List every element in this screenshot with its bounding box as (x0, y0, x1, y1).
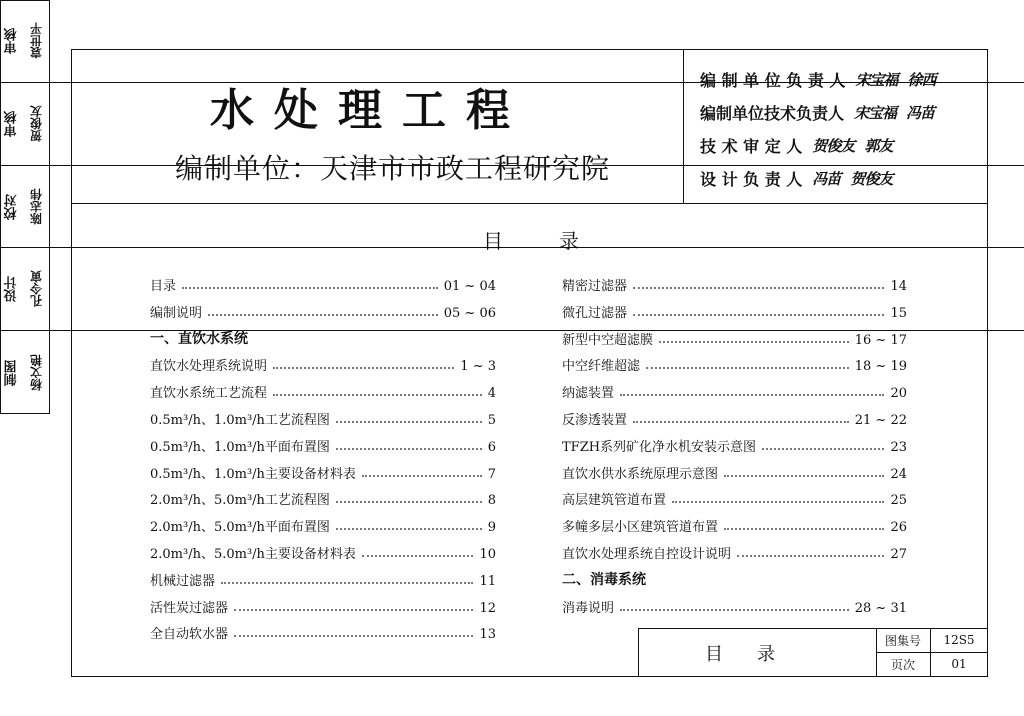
signature: 郭友 (864, 136, 893, 155)
toc-entry (562, 270, 907, 294)
toc-entry (150, 297, 496, 321)
toc-entry-label: 多幢多层小区建筑管道布置 (562, 520, 719, 536)
page-title: 水处理工程 (210, 85, 530, 136)
toc-entry-page: 14 (890, 279, 907, 294)
approval-name: 陈志伟 (29, 188, 44, 225)
toc-entry-page: 27 (890, 547, 907, 562)
toc-entry (562, 377, 907, 401)
toc-leader-dots (336, 501, 482, 503)
toc-entry (150, 592, 496, 616)
toc-leader-dots (633, 287, 884, 289)
toc-entry (150, 511, 496, 535)
approval-name: 孔令寅 (29, 271, 44, 308)
toc-entry-label: 0.5m³/h、1.0m³/h主要设备材料表 (150, 466, 356, 482)
toc-leader-dots (208, 314, 438, 316)
toc-leader-dots (336, 448, 482, 450)
toc-entry-page: 16 ~ 17 (854, 332, 907, 348)
toc-entry-page: 18 ~ 19 (854, 359, 907, 375)
toc-entry-label: 一、直饮水系统 (150, 330, 248, 347)
toc-entry-page: 12 (479, 600, 496, 616)
toc-entry-label: 直饮水处理系统说明 (150, 359, 268, 375)
toc-leader-dots (336, 421, 482, 423)
toc-entry-label: 编制说明 (150, 305, 203, 321)
toc-leader-dots (633, 314, 884, 316)
toc-entry (562, 458, 907, 482)
toc-entry (150, 350, 496, 374)
toc-entry-label: 直饮水供水系统原理示意图 (562, 466, 719, 482)
toc-entry-label: 精密过滤器 (562, 279, 628, 294)
toc-leader-dots (672, 501, 884, 503)
header-vertical-divider (683, 49, 684, 203)
toc-entry-page: 6 (487, 439, 496, 455)
responsible-row (700, 130, 980, 160)
toc-entry (150, 458, 496, 482)
approval-name: 杨文艳 (29, 354, 44, 391)
toc-leader-dots (273, 367, 454, 369)
approval-role: 审核 (4, 27, 20, 54)
toc-leader-dots (234, 635, 473, 637)
responsible-role: 编制单位技术负责人 (700, 103, 845, 123)
toc-entry (150, 431, 496, 455)
toc-entry (562, 431, 907, 455)
toc-entry-label: 2.0m³/h、5.0m³/h平面布置图 (150, 520, 330, 536)
responsible-row (700, 64, 980, 94)
responsible-row (700, 163, 980, 193)
toc-entry (150, 538, 496, 562)
toc-entry (150, 404, 496, 428)
toc-entry-page: 5 (487, 413, 496, 428)
toc-entry-label: 直饮水系统工艺流程 (150, 386, 268, 402)
toc-entry-page: 20 (890, 386, 907, 402)
toc-entry (150, 484, 496, 508)
toc-entry-page: 8 (487, 493, 496, 509)
toc-section-heading (562, 565, 907, 589)
toc-entry-label: 2.0m³/h、5.0m³/h工艺流程图 (150, 493, 330, 509)
toc-leader-dots (724, 528, 884, 530)
atlas-number-value: 12S5 (943, 633, 975, 647)
responsible-role: 设 计 负 责 人 (700, 169, 803, 189)
signature: 贺俊友 (812, 136, 855, 155)
approval-role: 审核 (4, 110, 20, 137)
toc-entry (562, 324, 907, 348)
toc-entry-label: 纳滤装置 (562, 386, 615, 402)
page-number-label: 页次 (890, 657, 915, 672)
toc-leader-dots (737, 555, 884, 557)
approval-strip (0, 0, 50, 414)
toc-entry-page: 26 (890, 520, 907, 536)
toc-entry-page: 9 (487, 520, 496, 536)
toc-entry-page: 13 (479, 627, 496, 643)
toc-leader-dots (724, 475, 884, 477)
toc-entry-label: 直饮水处理系统自控设计说明 (562, 547, 732, 562)
signature: 宋宝福 (854, 103, 897, 122)
toc-leader-dots (659, 341, 849, 343)
header-divider (71, 203, 988, 204)
toc-entry-page: 24 (890, 466, 907, 482)
toc-entry-label: 目录 (150, 279, 177, 294)
signature: 冯苗 (812, 169, 841, 188)
responsible-row (700, 97, 980, 127)
signature: 徐西 (907, 70, 936, 89)
responsible-role: 编 制 单 位 负 责 人 (700, 70, 846, 90)
toc-entry-label: 2.0m³/h、5.0m³/h主要设备材料表 (150, 547, 356, 562)
approval-role: 设计 (4, 276, 20, 303)
atlas-number-label: 图集号 (884, 633, 921, 648)
toc-leader-dots (762, 448, 884, 450)
toc-entry (562, 404, 907, 428)
toc-leader-dots (336, 528, 482, 530)
toc-entry-label: TFZH系列矿化净水机安装示意图 (562, 439, 757, 455)
approval-name: 袁世平 (29, 22, 44, 59)
toc-entry-label: 中空纤维超滤 (562, 359, 641, 375)
toc-entry-label: 消毒说明 (562, 600, 615, 616)
toc-heading: 目录 (483, 229, 635, 253)
toc-entry-label: 活性炭过滤器 (150, 600, 229, 616)
responsible-role: 技 术 审 定 人 (700, 136, 803, 156)
toc-entry (150, 618, 496, 642)
toc-entry-page: 15 (890, 305, 907, 321)
toc-entry-page: 11 (479, 573, 496, 589)
toc-entry (150, 270, 496, 294)
toc-entry (150, 377, 496, 401)
toc-entry-label: 微孔过滤器 (562, 305, 628, 321)
toc-entry-page: 1 ~ 3 (460, 359, 496, 375)
toc-leader-dots (234, 609, 473, 611)
approval-role: 制图 (4, 359, 20, 386)
toc-section-heading (150, 324, 496, 348)
toc-entry-page: 01 ~ 04 (443, 279, 496, 294)
toc-leader-dots (620, 394, 884, 396)
toc-leader-dots (182, 287, 438, 289)
toc-entry-page: 10 (479, 547, 496, 562)
approval-role: 校对 (4, 193, 20, 220)
toc-entry-label: 全自动软水器 (150, 627, 229, 643)
toc-entry-page: 25 (890, 493, 907, 509)
toc-entry-page: 28 ~ 31 (854, 600, 907, 616)
toc-entry-label: 新型中空超滤膜 (562, 332, 654, 348)
toc-entry-label: 0.5m³/h、1.0m³/h工艺流程图 (150, 413, 330, 428)
toc-leader-dots (633, 421, 849, 423)
signature: 宋宝福 (855, 70, 898, 89)
toc-entry (150, 565, 496, 589)
toc-entry (562, 511, 907, 535)
approval-name: 贺俊友 (29, 105, 44, 142)
toc-entry (562, 297, 907, 321)
toc-entry-page: 4 (487, 386, 496, 402)
toc-leader-dots (620, 609, 849, 611)
toc-entry (562, 592, 907, 616)
toc-entry-label: 反渗透装置 (562, 413, 628, 428)
editing-unit: 编制单位：天津市市政工程研究院 (175, 152, 611, 185)
page-number-value: 01 (951, 657, 967, 671)
toc-entry (562, 484, 907, 508)
toc-leader-dots (221, 582, 473, 584)
toc-entry-page: 21 ~ 22 (854, 413, 907, 428)
toc-entry-page: 05 ~ 06 (443, 305, 496, 321)
toc-leader-dots (362, 475, 482, 477)
signature: 贺俊友 (850, 169, 893, 188)
toc-entry-page: 23 (890, 439, 907, 455)
toc-entry-label: 机械过滤器 (150, 573, 216, 589)
toc-leader-dots (362, 555, 474, 557)
toc-entry-label: 0.5m³/h、1.0m³/h平面布置图 (150, 439, 330, 455)
toc-leader-dots (273, 394, 482, 396)
toc-leader-dots (646, 367, 849, 369)
toc-entry (562, 538, 907, 562)
toc-entry (562, 350, 907, 374)
toc-entry-page: 7 (487, 466, 496, 482)
signature: 冯苗 (906, 103, 935, 122)
toc-entry-label: 高层建筑管道布置 (562, 493, 667, 509)
toc-entry-label: 二、消毒系统 (562, 571, 646, 588)
title-block-name: 目录 (705, 643, 809, 665)
